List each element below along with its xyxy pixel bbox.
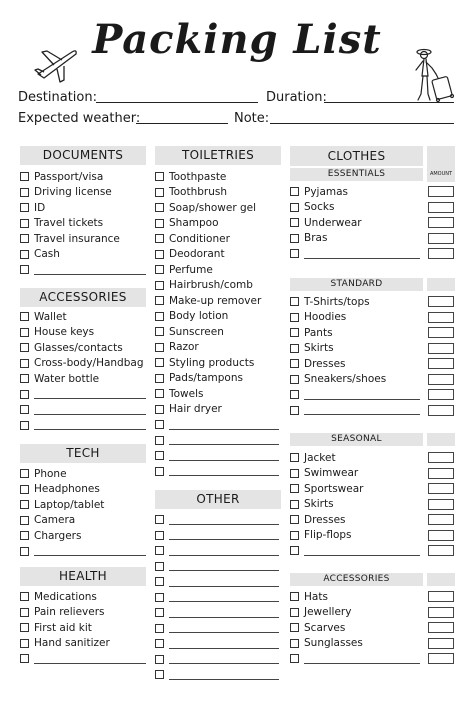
blank-item[interactable] bbox=[155, 574, 279, 590]
other-header: OTHER bbox=[155, 490, 281, 509]
checkbox[interactable] bbox=[290, 203, 299, 212]
list-item[interactable]: Pads/tampons bbox=[155, 371, 279, 387]
list-item[interactable]: Deodorant bbox=[155, 247, 279, 263]
amount-box[interactable] bbox=[428, 591, 454, 602]
checkbox[interactable] bbox=[290, 608, 299, 617]
blank-item[interactable] bbox=[155, 464, 279, 480]
amount-box[interactable] bbox=[428, 622, 454, 633]
checkbox[interactable] bbox=[20, 469, 29, 478]
list-item[interactable]: ID bbox=[20, 200, 146, 216]
blank-item[interactable] bbox=[155, 448, 279, 464]
blank-line[interactable] bbox=[34, 420, 146, 430]
amount-box[interactable] bbox=[428, 499, 454, 510]
blank-line[interactable] bbox=[169, 577, 279, 587]
blank-line[interactable] bbox=[304, 249, 420, 259]
health-header: HEALTH bbox=[20, 567, 146, 586]
traveler-with-suitcase-icon bbox=[408, 44, 458, 104]
checkbox[interactable] bbox=[20, 265, 29, 274]
blank-item[interactable] bbox=[20, 651, 146, 667]
checkbox[interactable] bbox=[20, 390, 29, 399]
weather-label: Expected weather: bbox=[18, 111, 141, 126]
blank-line[interactable] bbox=[169, 654, 279, 664]
checkbox[interactable] bbox=[20, 531, 29, 540]
blank-item[interactable] bbox=[290, 246, 420, 262]
checkbox[interactable] bbox=[290, 344, 299, 353]
list-item[interactable]: Soap/shower gel bbox=[155, 200, 279, 216]
checkbox[interactable] bbox=[20, 421, 29, 430]
checkbox[interactable] bbox=[155, 250, 164, 259]
list-item[interactable]: Towels bbox=[155, 386, 279, 402]
blank-item[interactable] bbox=[155, 621, 279, 637]
list-item[interactable]: Hairbrush/comb bbox=[155, 278, 279, 294]
checkbox[interactable] bbox=[20, 485, 29, 494]
blank-line[interactable] bbox=[304, 654, 420, 664]
blank-line[interactable] bbox=[169, 546, 279, 556]
accessories-list bbox=[20, 309, 146, 433]
checkbox[interactable] bbox=[290, 639, 299, 648]
checkbox[interactable] bbox=[155, 624, 164, 633]
clothes-accessories-header: ACCESSORIES bbox=[290, 573, 423, 586]
blank-item[interactable] bbox=[20, 262, 146, 278]
list-item[interactable]: Jewellery bbox=[290, 605, 420, 621]
amount-box[interactable] bbox=[428, 248, 454, 259]
list-item[interactable]: Scarves bbox=[290, 620, 420, 636]
list-item[interactable]: Jacket bbox=[290, 450, 420, 466]
blank-line[interactable] bbox=[34, 546, 146, 556]
checkbox[interactable] bbox=[155, 188, 164, 197]
checkbox[interactable] bbox=[155, 327, 164, 336]
list-item[interactable]: Hand sanitizer bbox=[20, 636, 146, 652]
blank-item[interactable] bbox=[20, 418, 146, 434]
destination-label: Destination: bbox=[18, 90, 97, 105]
list-item[interactable]: Chargers bbox=[20, 528, 146, 544]
list-item[interactable]: Conditioner bbox=[155, 231, 279, 247]
checkbox[interactable] bbox=[155, 562, 164, 571]
blank-line[interactable] bbox=[169, 420, 279, 430]
amount-box[interactable] bbox=[428, 607, 454, 618]
checkbox[interactable] bbox=[155, 203, 164, 212]
checkbox[interactable] bbox=[155, 436, 164, 445]
blank-item[interactable] bbox=[290, 543, 420, 559]
list-item[interactable]: Camera bbox=[20, 513, 146, 529]
checkbox[interactable] bbox=[155, 593, 164, 602]
amount-box[interactable] bbox=[428, 545, 454, 556]
amount-box[interactable] bbox=[428, 374, 454, 385]
amount-box[interactable] bbox=[428, 514, 454, 525]
destination-line[interactable] bbox=[96, 102, 258, 103]
list-item[interactable]: Sportswear bbox=[290, 481, 420, 497]
checkbox[interactable] bbox=[290, 249, 299, 258]
checkbox[interactable] bbox=[20, 592, 29, 601]
checkbox[interactable] bbox=[155, 172, 164, 181]
list-item[interactable]: Pain relievers bbox=[20, 605, 146, 621]
checkbox[interactable] bbox=[20, 203, 29, 212]
checkbox[interactable] bbox=[290, 484, 299, 493]
list-item[interactable]: Flip-flops bbox=[290, 528, 420, 544]
checkbox[interactable] bbox=[290, 546, 299, 555]
blank-line[interactable] bbox=[169, 670, 279, 680]
blank-line[interactable] bbox=[169, 561, 279, 571]
blank-item[interactable] bbox=[290, 651, 420, 667]
list-item[interactable]: Passport/visa bbox=[20, 169, 146, 185]
list-item[interactable]: Hair dryer bbox=[155, 402, 279, 418]
list-item[interactable]: Travel tickets bbox=[20, 216, 146, 232]
checkbox[interactable] bbox=[20, 234, 29, 243]
checkbox[interactable] bbox=[20, 188, 29, 197]
checkbox[interactable] bbox=[20, 608, 29, 617]
seasonal-list bbox=[290, 450, 420, 559]
other-list bbox=[155, 512, 279, 683]
amount-subheader bbox=[427, 433, 455, 446]
toiletries-header: TOILETRIES bbox=[155, 146, 281, 165]
blank-item[interactable] bbox=[20, 402, 146, 418]
amount-box[interactable] bbox=[428, 202, 454, 213]
list-item[interactable]: Dresses bbox=[290, 512, 420, 528]
checkbox[interactable] bbox=[155, 451, 164, 460]
note-line[interactable] bbox=[270, 123, 454, 124]
checkbox[interactable] bbox=[155, 405, 164, 414]
list-item[interactable]: Phone bbox=[20, 466, 146, 482]
checkbox[interactable] bbox=[290, 313, 299, 322]
checkbox[interactable] bbox=[155, 296, 164, 305]
checkbox[interactable] bbox=[155, 531, 164, 540]
blank-line[interactable] bbox=[169, 435, 279, 445]
toiletries-list bbox=[155, 169, 279, 479]
checkbox[interactable] bbox=[155, 546, 164, 555]
amount-subheader bbox=[427, 278, 455, 291]
list-item[interactable]: Bras bbox=[290, 231, 420, 247]
list-item[interactable]: Perfume bbox=[155, 262, 279, 278]
blank-line[interactable] bbox=[169, 451, 279, 461]
blank-item[interactable] bbox=[20, 544, 146, 560]
blank-line[interactable] bbox=[304, 546, 420, 556]
checkbox[interactable] bbox=[155, 265, 164, 274]
duration-line[interactable] bbox=[324, 102, 454, 103]
checkbox[interactable] bbox=[20, 405, 29, 414]
list-item[interactable]: Hoodies bbox=[290, 310, 420, 326]
list-item[interactable]: Make-up remover bbox=[155, 293, 279, 309]
blank-item[interactable] bbox=[155, 636, 279, 652]
checkbox[interactable] bbox=[290, 359, 299, 368]
checkbox[interactable] bbox=[155, 343, 164, 352]
checkbox[interactable] bbox=[290, 592, 299, 601]
weather-line[interactable] bbox=[136, 123, 228, 124]
blank-line[interactable] bbox=[169, 623, 279, 633]
blank-item[interactable] bbox=[290, 387, 420, 403]
checkbox[interactable] bbox=[155, 670, 164, 679]
checkbox[interactable] bbox=[155, 639, 164, 648]
checkbox[interactable] bbox=[20, 639, 29, 648]
checkbox[interactable] bbox=[20, 547, 29, 556]
amount-box[interactable] bbox=[428, 483, 454, 494]
checkbox[interactable] bbox=[290, 406, 299, 415]
blank-item[interactable] bbox=[155, 528, 279, 544]
amount-box[interactable] bbox=[428, 638, 454, 649]
amount-box[interactable] bbox=[428, 343, 454, 354]
standard-list bbox=[290, 294, 420, 418]
checkbox[interactable] bbox=[20, 374, 29, 383]
list-item[interactable]: T-Shirts/tops bbox=[290, 294, 420, 310]
checkbox[interactable] bbox=[290, 500, 299, 509]
amount-box[interactable] bbox=[428, 186, 454, 197]
checkbox[interactable] bbox=[290, 515, 299, 524]
documents-header: DOCUMENTS bbox=[20, 146, 146, 165]
checkbox[interactable] bbox=[155, 515, 164, 524]
list-item[interactable]: Driving license bbox=[20, 185, 146, 201]
clothes-accessories-list bbox=[290, 589, 420, 667]
checkbox[interactable] bbox=[155, 219, 164, 228]
blank-line[interactable] bbox=[169, 592, 279, 602]
blank-item[interactable] bbox=[155, 417, 279, 433]
documents-list bbox=[20, 169, 146, 278]
amount-box[interactable] bbox=[428, 389, 454, 400]
amount-box[interactable] bbox=[428, 530, 454, 541]
checkbox[interactable] bbox=[20, 654, 29, 663]
blank-line[interactable] bbox=[304, 405, 420, 415]
list-item[interactable]: Sunscreen bbox=[155, 324, 279, 340]
duration-label: Duration: bbox=[266, 90, 327, 105]
standard-header: STANDARD bbox=[290, 278, 423, 291]
list-item[interactable]: Dresses bbox=[290, 356, 420, 372]
list-item[interactable]: Glasses/contacts bbox=[20, 340, 146, 356]
list-item[interactable]: Pants bbox=[290, 325, 420, 341]
blank-line[interactable] bbox=[34, 265, 146, 275]
blank-item[interactable] bbox=[155, 667, 279, 683]
checkbox[interactable] bbox=[20, 312, 29, 321]
list-item[interactable]: Socks bbox=[290, 200, 420, 216]
list-item[interactable]: House keys bbox=[20, 325, 146, 341]
amount-box[interactable] bbox=[428, 358, 454, 369]
checkbox[interactable] bbox=[155, 234, 164, 243]
list-item[interactable]: Swimwear bbox=[290, 466, 420, 482]
amount-box[interactable] bbox=[428, 233, 454, 244]
blank-item[interactable] bbox=[155, 652, 279, 668]
list-item[interactable]: Toothbrush bbox=[155, 185, 279, 201]
list-item[interactable]: Shampoo bbox=[155, 216, 279, 232]
checkbox[interactable] bbox=[155, 420, 164, 429]
list-item[interactable]: Hats bbox=[290, 589, 420, 605]
tech-list bbox=[20, 466, 146, 559]
blank-item[interactable] bbox=[155, 605, 279, 621]
blank-line[interactable] bbox=[169, 515, 279, 525]
checkbox[interactable] bbox=[155, 358, 164, 367]
checkbox[interactable] bbox=[290, 187, 299, 196]
blank-line[interactable] bbox=[169, 530, 279, 540]
checkbox[interactable] bbox=[290, 654, 299, 663]
checkbox[interactable] bbox=[290, 218, 299, 227]
list-item[interactable]: Styling products bbox=[155, 355, 279, 371]
checkbox[interactable] bbox=[20, 343, 29, 352]
blank-line[interactable] bbox=[34, 389, 146, 399]
amount-column-header: AMOUNT bbox=[427, 146, 455, 182]
list-item[interactable]: Razor bbox=[155, 340, 279, 356]
checkbox[interactable] bbox=[155, 312, 164, 321]
list-item[interactable]: Medications bbox=[20, 589, 146, 605]
list-item[interactable]: Headphones bbox=[20, 482, 146, 498]
list-item[interactable]: Toothpaste bbox=[155, 169, 279, 185]
clothes-header: CLOTHES bbox=[290, 146, 423, 166]
checkbox[interactable] bbox=[155, 374, 164, 383]
list-item[interactable]: Laptop/tablet bbox=[20, 497, 146, 513]
list-item[interactable]: Cross-body/Handbag bbox=[20, 356, 146, 372]
list-item[interactable]: Body lotion bbox=[155, 309, 279, 325]
checkbox[interactable] bbox=[155, 281, 164, 290]
blank-item[interactable] bbox=[155, 590, 279, 606]
checkbox[interactable] bbox=[20, 500, 29, 509]
checkbox[interactable] bbox=[20, 359, 29, 368]
list-item[interactable]: Wallet bbox=[20, 309, 146, 325]
checkbox[interactable] bbox=[290, 623, 299, 632]
blank-line[interactable] bbox=[34, 654, 146, 664]
checkbox[interactable] bbox=[20, 623, 29, 632]
checkbox[interactable] bbox=[155, 467, 164, 476]
checkbox[interactable] bbox=[155, 655, 164, 664]
checkbox[interactable] bbox=[290, 531, 299, 540]
checkbox[interactable] bbox=[290, 390, 299, 399]
list-item[interactable]: Underwear bbox=[290, 215, 420, 231]
checkbox[interactable] bbox=[155, 608, 164, 617]
amount-box[interactable] bbox=[428, 405, 454, 416]
checkbox[interactable] bbox=[20, 172, 29, 181]
blank-item[interactable] bbox=[155, 543, 279, 559]
amount-box[interactable] bbox=[428, 452, 454, 463]
amount-box[interactable] bbox=[428, 327, 454, 338]
checkbox[interactable] bbox=[155, 389, 164, 398]
list-item[interactable]: Water bottle bbox=[20, 371, 146, 387]
blank-line[interactable] bbox=[169, 639, 279, 649]
health-list bbox=[20, 589, 146, 667]
blank-item[interactable] bbox=[290, 403, 420, 419]
checkbox[interactable] bbox=[290, 297, 299, 306]
blank-line[interactable] bbox=[169, 466, 279, 476]
checkbox[interactable] bbox=[290, 328, 299, 337]
checkbox[interactable] bbox=[20, 516, 29, 525]
list-item[interactable]: Pyjamas bbox=[290, 184, 420, 200]
checkbox[interactable] bbox=[290, 453, 299, 462]
essentials-header: ESSENTIALS bbox=[290, 168, 423, 181]
airplane-icon bbox=[32, 44, 80, 84]
blank-item[interactable] bbox=[155, 559, 279, 575]
checkbox[interactable] bbox=[290, 375, 299, 384]
list-item[interactable]: Travel insurance bbox=[20, 231, 146, 247]
note-label: Note: bbox=[234, 111, 270, 126]
checkbox[interactable] bbox=[155, 577, 164, 586]
list-item[interactable]: Skirts bbox=[290, 341, 420, 357]
checkbox[interactable] bbox=[20, 250, 29, 259]
amount-subheader bbox=[427, 573, 455, 586]
checkbox[interactable] bbox=[20, 328, 29, 337]
amount-box[interactable] bbox=[428, 296, 454, 307]
amount-box[interactable] bbox=[428, 312, 454, 323]
list-item[interactable]: Sunglasses bbox=[290, 636, 420, 652]
blank-line[interactable] bbox=[304, 390, 420, 400]
blank-line[interactable] bbox=[169, 608, 279, 618]
checkbox[interactable] bbox=[290, 234, 299, 243]
checkbox[interactable] bbox=[20, 219, 29, 228]
list-item[interactable]: Sneakers/shoes bbox=[290, 372, 420, 388]
essentials-list bbox=[290, 184, 420, 262]
amount-box[interactable] bbox=[428, 468, 454, 479]
blank-line[interactable] bbox=[34, 405, 146, 415]
page-title: Packing List bbox=[92, 16, 382, 63]
list-item[interactable]: First aid kit bbox=[20, 620, 146, 636]
blank-item[interactable] bbox=[20, 387, 146, 403]
amount-box[interactable] bbox=[428, 217, 454, 228]
amount-box[interactable] bbox=[428, 653, 454, 664]
list-item[interactable]: Skirts bbox=[290, 497, 420, 513]
accessories-header: ACCESSORIES bbox=[20, 288, 146, 307]
blank-item[interactable] bbox=[155, 512, 279, 528]
tech-header: TECH bbox=[20, 444, 146, 463]
list-item[interactable]: Cash bbox=[20, 247, 146, 263]
seasonal-header: SEASONAL bbox=[290, 433, 423, 446]
checkbox[interactable] bbox=[290, 469, 299, 478]
blank-item[interactable] bbox=[155, 433, 279, 449]
